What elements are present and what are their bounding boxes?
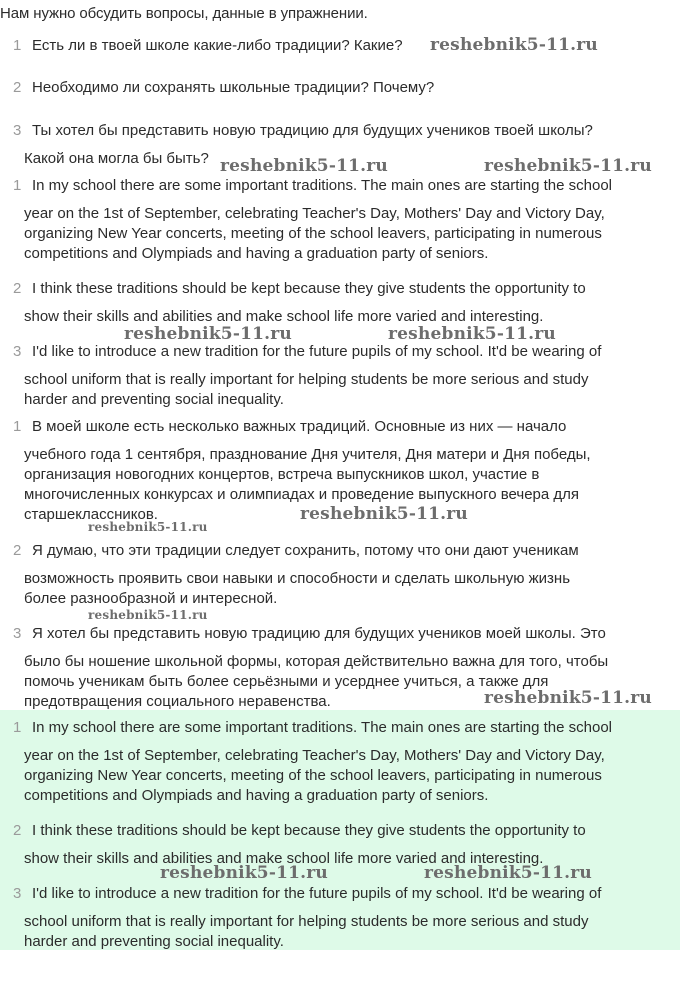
answer-text: I'd like to introduce a new tradition for the future pupils of my school. It'd be wearing of <box>32 885 602 902</box>
answer-text: show their skills and abilities and make school life more varied and interesting. <box>24 850 544 867</box>
watermark: reshebnik5-11.ru <box>484 688 652 708</box>
answer-number: 3 <box>13 885 22 902</box>
watermark: reshebnik5-11.ru <box>88 608 208 622</box>
answer-text: In my school there are some important traditions. The main ones are starting the school <box>32 719 613 736</box>
watermark: reshebnik5-11.ru <box>88 520 208 534</box>
question-number: 1 <box>13 37 22 54</box>
watermark: reshebnik5-11.ru <box>388 324 556 344</box>
answer-text: competitions and Olympiads and having a graduation party of seniors. <box>24 245 489 262</box>
watermark: reshebnik5-11.ru <box>424 863 592 883</box>
answer-number: 3 <box>13 343 22 360</box>
question-number: 3 <box>13 122 22 139</box>
answer-number: 2 <box>13 822 22 839</box>
answer-text: organizing New Year concerts, meeting of the school leavers, participating in numerous <box>24 767 602 784</box>
answer-text: Я думаю, что эти традиции следует сохранить, потому что они дают ученикам <box>32 542 579 559</box>
watermark: reshebnik5-11.ru <box>220 156 388 176</box>
answer-text: harder and preventing social inequality. <box>24 391 284 408</box>
answer-text: year on the 1st of September, celebrating Teacher's Day, Mothers' Day and Victory Day, <box>24 747 605 764</box>
answer-text: организация новогодних концертов, встреча выпускников школ, участие в <box>24 466 540 483</box>
answer-text: harder and preventing social inequality. <box>24 933 284 950</box>
watermark: reshebnik5-11.ru <box>124 324 292 344</box>
answer-text: school uniform that is really important for helping students be more serious and study <box>24 371 589 388</box>
answer-text: show their skills and abilities and make school life more varied and interesting. <box>24 308 544 325</box>
answer-text: предотвращения социального неравенства. <box>24 693 331 710</box>
answer-number: 3 <box>13 625 22 642</box>
question-text: Необходимо ли сохранять школьные традиции? Почему? <box>32 79 435 96</box>
answer-text: I think these traditions should be kept because they give students the opportunity to <box>32 280 586 297</box>
answer-text: I think these traditions should be kept because they give students the opportunity to <box>32 822 586 839</box>
answer-text: Я хотел бы представить новую традицию для будущих учеников моей школы. Это <box>32 625 606 642</box>
question-number: 2 <box>13 79 22 96</box>
answer-text: старшеклассников. <box>24 506 158 523</box>
answer-number: 1 <box>13 719 22 736</box>
watermark: reshebnik5-11.ru <box>300 504 468 524</box>
answer-text: более разнообразной и интересной. <box>24 590 278 607</box>
answer-number: 2 <box>13 542 22 559</box>
answer-text: year on the 1st of September, celebrating Teacher's Day, Mothers' Day and Victory Day, <box>24 205 605 222</box>
answer-text: organizing New Year concerts, meeting of the school leavers, participating in numerous <box>24 225 602 242</box>
answer-text: I'd like to introduce a new tradition for the future pupils of my school. It'd be wearing of <box>32 343 602 360</box>
question-text: Есть ли в твоей школе какие-либо традиции? Какие? <box>32 37 403 54</box>
answer-text: school uniform that is really important for helping students be more serious and study <box>24 913 589 930</box>
question-text: Ты хотел бы представить новую традицию для будущих учеников твоей школы? <box>32 122 593 139</box>
answer-text: In my school there are some important traditions. The main ones are starting the school <box>32 177 613 194</box>
answer-text: В моей школе есть несколько важных традиций. Основные из них — начало <box>32 418 567 435</box>
answer-text: учебного года 1 сентября, празднование Дня учителя, Дня матери и Дня победы, <box>24 446 591 463</box>
question-text: Какой она могла бы быть? <box>24 150 209 167</box>
answer-text: многочисленных конкурсах и олимпиадах и проведение выпускного вечера для <box>24 486 580 503</box>
answer-number: 1 <box>13 177 22 194</box>
answer-text: competitions and Olympiads and having a graduation party of seniors. <box>24 787 489 804</box>
watermark: reshebnik5-11.ru <box>484 156 652 176</box>
intro-text: Нам нужно обсудить вопросы, данные в упражнении. <box>0 5 368 22</box>
watermark: reshebnik5-11.ru <box>430 35 598 55</box>
answer-text: помочь ученикам быть более серьёзными и усерднее учиться, а также для <box>24 673 549 690</box>
watermark: reshebnik5-11.ru <box>160 863 328 883</box>
answer-number: 2 <box>13 280 22 297</box>
answer-text: было бы ношение школьной формы, которая действительно важна для того, чтобы <box>24 653 609 670</box>
answer-text: возможность проявить свои навыки и способности и сделать школьную жизнь <box>24 570 571 587</box>
answer-number: 1 <box>13 418 22 435</box>
